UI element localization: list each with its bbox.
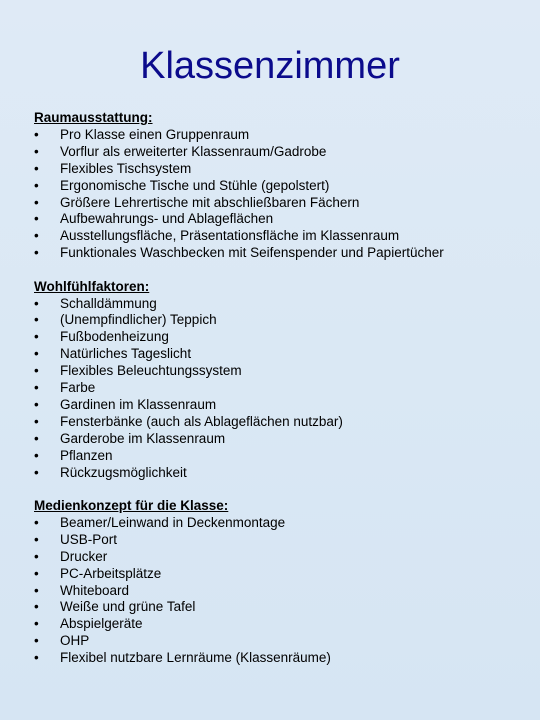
list-item-text: Größere Lehrertische mit abschließbaren Fächern <box>60 194 360 210</box>
list-item-text: (Unempfindlicher) Teppich <box>60 312 217 328</box>
list-item-text: Rückzugsmöglichkeit <box>60 464 187 480</box>
bullet-icon: • <box>34 160 39 176</box>
bullet-icon: • <box>34 514 39 530</box>
list-item-text: Beamer/Leinwand in Deckenmontage <box>60 514 286 530</box>
bullet-icon: • <box>34 126 39 142</box>
section-raumausstattung <box>34 110 524 262</box>
slide-content <box>34 110 524 667</box>
list-item <box>34 616 524 633</box>
list-item-text: Fußbodenheizung <box>60 329 169 345</box>
list-item-text: Weiße und grüne Tafel <box>60 599 196 615</box>
section-heading: Wohlfühlfaktoren: <box>34 278 150 294</box>
bullet-icon: • <box>34 245 39 261</box>
list-item-text: Pflanzen <box>60 447 113 463</box>
bullet-icon: • <box>34 599 39 615</box>
list-item-text: OHP <box>60 633 90 649</box>
list-item-text: Flexibles Beleuchtungssystem <box>60 363 242 379</box>
list-item-text: Whiteboard <box>60 582 130 598</box>
bullet-icon: • <box>34 430 39 446</box>
list-item-text: Ausstellungsfläche, Präsentationsfläche im Klassenraum <box>60 228 400 244</box>
list-item-text: Aufbewahrungs- und Ablageflächen <box>60 211 274 227</box>
list-item-text: Drucker <box>60 548 108 564</box>
bullet-list <box>34 515 524 667</box>
list-item <box>34 583 524 600</box>
list-item <box>34 397 524 414</box>
list-item-text: Flexibel nutzbare Lernräume (Klassenräume) <box>60 650 331 666</box>
list-item <box>34 161 524 178</box>
list-item <box>34 633 524 650</box>
list-item <box>34 245 524 262</box>
list-item <box>34 195 524 212</box>
list-item <box>34 144 524 161</box>
bullet-list <box>34 296 524 482</box>
list-item-text: PC-Arbeitsplätze <box>60 565 162 581</box>
bullet-icon: • <box>34 548 39 564</box>
list-item <box>34 211 524 228</box>
list-item <box>34 178 524 195</box>
bullet-icon: • <box>34 413 39 429</box>
bullet-icon: • <box>34 295 39 311</box>
section-medienkonzept <box>34 498 524 667</box>
list-item <box>34 599 524 616</box>
list-item <box>34 431 524 448</box>
list-item <box>34 650 524 667</box>
list-item-text: Ergonomische Tische und Stühle (gepolstert) <box>60 177 330 193</box>
section-heading: Raumausstattung: <box>34 110 153 125</box>
list-item <box>34 448 524 465</box>
list-item <box>34 363 524 380</box>
bullet-icon: • <box>34 329 39 345</box>
list-item <box>34 380 524 397</box>
bullet-icon: • <box>34 531 39 547</box>
list-item <box>34 549 524 566</box>
list-item <box>34 312 524 329</box>
list-item-text: Gardinen im Klassenraum <box>60 397 217 412</box>
section-wohlfuehlfaktoren <box>34 279 524 482</box>
bullet-icon: • <box>34 228 39 244</box>
bullet-icon: • <box>34 582 39 598</box>
bullet-icon: • <box>34 346 39 362</box>
bullet-icon: • <box>34 447 39 463</box>
list-item-text: Vorflur als erweiterter Klassenraum/Gadrobe <box>60 143 327 159</box>
bullet-icon: • <box>34 143 39 159</box>
bullet-icon: • <box>34 312 39 328</box>
bullet-icon: • <box>34 650 39 666</box>
bullet-icon: • <box>34 464 39 480</box>
bullet-icon: • <box>34 363 39 379</box>
list-item-text: Funktionales Waschbecken mit Seifenspender und Papiertücher <box>60 245 444 261</box>
page-title: Klassenzimmer <box>140 45 400 87</box>
list-item-text: Garderobe im Klassenraum <box>60 430 226 446</box>
list-item <box>34 465 524 482</box>
list-item <box>34 127 524 144</box>
bullet-icon: • <box>34 633 39 649</box>
list-item <box>34 296 524 313</box>
list-item-text: Natürliches Tageslicht <box>60 346 192 362</box>
list-item <box>34 329 524 346</box>
list-item-text: Farbe <box>60 380 96 396</box>
list-item <box>34 414 524 431</box>
list-item-text: USB-Port <box>60 531 118 547</box>
bullet-icon: • <box>34 397 39 412</box>
bullet-icon: • <box>34 616 39 632</box>
list-item-text: Fensterbänke (auch als Ablageflächen nutzbar) <box>60 413 343 429</box>
list-item-text: Flexibles Tischsystem <box>60 160 192 176</box>
bullet-icon: • <box>34 211 39 227</box>
bullet-icon: • <box>34 194 39 210</box>
list-item <box>34 515 524 532</box>
list-item <box>34 346 524 363</box>
list-item-text: Pro Klasse einen Gruppenraum <box>60 126 250 142</box>
section-heading: Medienkonzept für die Klasse: <box>34 498 229 514</box>
bullet-icon: • <box>34 177 39 193</box>
list-item <box>34 532 524 549</box>
list-item-text: Schalldämmung <box>60 295 157 311</box>
list-item <box>34 566 524 583</box>
list-item-text: Abspielgeräte <box>60 616 143 632</box>
list-item <box>34 228 524 245</box>
bullet-icon: • <box>34 565 39 581</box>
bullet-list <box>34 127 524 262</box>
bullet-icon: • <box>34 380 39 396</box>
